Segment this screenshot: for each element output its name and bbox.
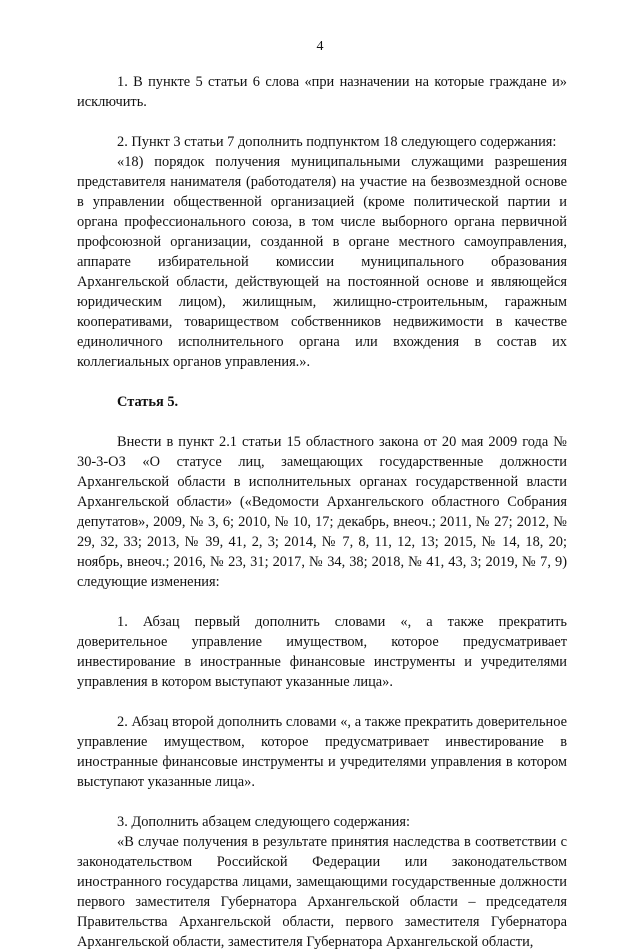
page-number: 4 bbox=[316, 39, 324, 54]
article-intro-paragraph: Внести в пункт 2.1 статьи 15 областного закона от 20 мая 2009 года № 30-3-ОЗ «О статусе лиц, замещающих государственные должности Архангельской области в исполнительных органах государственной власти Архангельской области» («Ведомости Архангельского областного Собрания депутатов», 2009, № 3, 6; 2010, № 10, 17; декабрь, внеоч.; 2011, № 27; 2012, № 29, 32, 33; 2013, № 39, 41, 2, 3; 2014, № 7, 8, 11, 12, 13; 2015, № 14, 18, 20; ноябрь, внеоч.; 2016, № 23, 31; 2017, № 34, 38; 2018, № 41, 43, 3; 2019, № 7, 9) следующие изменения: bbox=[77, 434, 567, 590]
document-body bbox=[77, 72, 567, 952]
added-paragraph: «В случае получения в результате принятия наследства в соответствии с законодательством Российской Федерации или законодательством иностранного государства лицами, замещающими государственные должности первого заместителя Губернатора Архангельской области – председателя Правительства Архангельской области, первого заместителя Губернатора Архангельской области, заместителя Губернатора Архангельской области, bbox=[77, 834, 567, 950]
amendment-item-2: 2. Абзац второй дополнить словами «, а также прекратить доверительное управление имуществом, которое предусматривает инвестирование в иностранные финансовые инструменты и учредителями управления в котором выступают указанные лица». bbox=[77, 714, 567, 790]
subparagraph-18: «18) порядок получения муниципальными служащими разрешения представителя нанимателя (работодателя) на участие на безвозмездной основе в управлении общественной организацией (кроме политической партии и органа профессионального союза, в том числе выборного органа первичной профсоюзной организации, созданной в органе местного самоуправления, аппарате избирательной комиссии муниципального образования Архангельской области, действующей на постоянной основе и являющейся юридическим лицом), жилищным, жилищно-строительным, гаражным кооперативами, товариществом собственников недвижимости в качестве единоличного исполнительного органа или вхождения в состав их коллегиальных органов управления.». bbox=[77, 154, 567, 370]
article-heading: Статья 5. bbox=[117, 394, 179, 410]
paragraph-item-2: 2. Пункт 3 статьи 7 дополнить подпунктом 18 следующего содержания: bbox=[117, 134, 557, 150]
paragraph-item-1: 1. В пункте 5 статьи 6 слова «при назначении на которые граждане и» исключить. bbox=[77, 74, 567, 110]
amendment-item-1: 1. Абзац первый дополнить словами «, а также прекратить доверительное управление имуществом, которое предусматривает инвестирование в иностранные финансовые инструменты и учредителями управления в котором выступают указанные лица». bbox=[77, 614, 567, 690]
amendment-item-3: 3. Дополнить абзацем следующего содержания: bbox=[117, 814, 410, 830]
